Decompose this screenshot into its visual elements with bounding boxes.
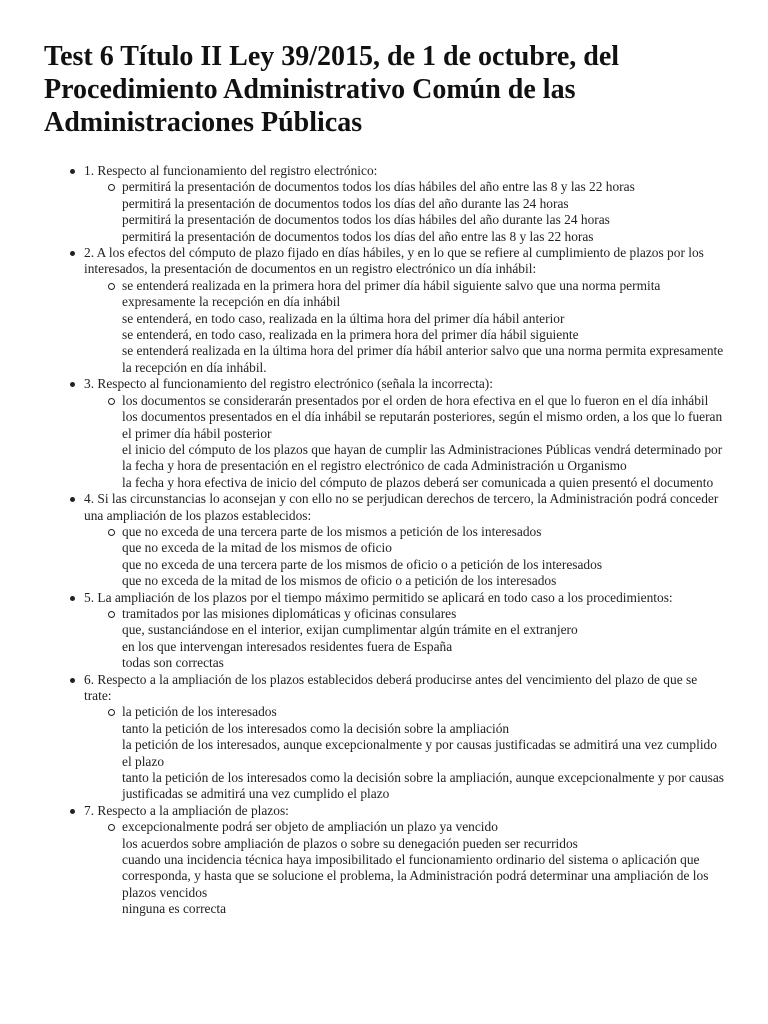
answer-option: todas son correctas <box>122 655 224 671</box>
answer-option: el inicio del cómputo de los plazos que hayan de cumplir las Administraciones Públicas vendrá determinado por la fecha y hora de presentación en el registro electrónico de cada Administración u Organismo <box>122 441 723 474</box>
answer-option: la fecha y hora efectiva de inicio del cómputo de plazos deberá ser comunicada a quien presentó el documento <box>122 474 714 490</box>
answer-option: los documentos presentados en el día inhábil se reputarán posteriores, según el mismo orden, a los que lo fueran el primer día hábil posterior <box>122 409 723 441</box>
question-text: 6. Respecto a la ampliación de los plazos establecidos deberá producirse antes del vencimiento del plazo de que se trate: <box>84 671 698 703</box>
answer-option: la petición de los interesados <box>122 704 277 720</box>
answer-options <box>84 704 724 802</box>
answer-option: se entenderá, en todo caso, realizada en la primera hora del primer día hábil siguiente <box>122 327 579 343</box>
answer-options <box>84 524 724 590</box>
question-item <box>44 491 724 589</box>
answer-options <box>84 606 724 672</box>
question-item <box>44 672 724 803</box>
question-item <box>44 803 724 918</box>
answer-option: que no exceda de una tercera parte de los mismos de oficio o a petición de los interesados <box>122 556 603 572</box>
answer-option: que, sustanciándose en el interior, exijan cumplimentar algún trámite en el extranjero <box>122 622 578 638</box>
answer-options <box>84 179 724 245</box>
answer-option: cuando una incidencia técnica haya imposibilitado el funcionamiento ordinario del sistema o aplicación que corresponda, y hasta que se solucione el problema, la Administración podrá determinar una ampliación de los plazos vencidos <box>122 852 709 900</box>
question-list <box>44 163 724 918</box>
answer-option: permitirá la presentación de documentos todos los días del año durante las 24 horas <box>122 195 569 211</box>
answer-option: que no exceda de la mitad de los mismos de oficio o a petición de los interesados <box>122 573 557 589</box>
question-item <box>44 245 724 376</box>
answer-options <box>84 393 724 491</box>
question-text: 2. A los efectos del cómputo de plazo fijado en días hábiles, y en lo que se refiere al cumplimiento de plazos por los interesados, la presentación de documentos en un registro electrónico un día inhábil: <box>84 245 704 277</box>
answer-option: excepcionalmente podrá ser objeto de ampliación un plazo ya vencido <box>122 819 498 835</box>
answer-option: que no exceda de una tercera parte de los mismos a petición de los interesados <box>122 523 542 539</box>
answer-option: que no exceda de la mitad de los mismos de oficio <box>122 540 392 556</box>
answer-option: se entenderá realizada en la primera hora del primer día hábil siguiente salvo que una norma permita expresamente la recepción en día inhábil <box>122 277 661 310</box>
answer-option: los documentos se considerarán presentados por el orden de hora efectiva en el que lo fueron en el día inhábil <box>122 392 709 408</box>
document-title: Test 6 Título II Ley 39/2015, de 1 de octubre, del Procedimiento Administrativo Común de las Administraciones Públicas <box>44 41 620 138</box>
question-text: 1. Respecto al funcionamiento del registro electrónico: <box>84 163 378 178</box>
question-text: 3. Respecto al funcionamiento del registro electrónico (señala la incorrecta): <box>84 376 493 392</box>
answer-option: tanto la petición de los interesados como la decisión sobre la ampliación <box>122 720 510 736</box>
answer-option: permitirá la presentación de documentos todos los días hábiles del año entre las 8 y las 22 horas <box>122 179 635 195</box>
question-item <box>44 590 724 672</box>
answer-option: permitirá la presentación de documentos todos los días hábiles del año durante las 24 horas <box>122 212 610 228</box>
answer-option: se entenderá, en todo caso, realizada en la última hora del primer día hábil anterior <box>122 310 565 326</box>
answer-option: se entenderá realizada en la última hora del primer día hábil anterior salvo que una norma permita expresamente la recepción en día inhábil. <box>122 343 724 375</box>
answer-options <box>84 819 724 917</box>
question-text: 7. Respecto a la ampliación de plazos: <box>84 802 289 818</box>
question-text: 4. Si las circunstancias lo aconsejan y con ello no se perjudican derechos de tercero, la Administración podrá conceder una ampliación de los plazos establecidos: <box>84 491 719 523</box>
answer-option: en los que intervengan interesados residentes fuera de España <box>122 638 453 654</box>
answer-option: tanto la petición de los interesados como la decisión sobre la ampliación, aunque excepcionalmente y por causas justificadas se admitirá una vez cumplido el plazo <box>122 770 725 802</box>
answer-option: la petición de los interesados, aunque excepcionalmente y por causas justificadas se admitirá una vez cumplido el plazo <box>122 737 717 769</box>
question-text: 5. La ampliación de los plazos por el tiempo máximo permitido se aplicará en todo caso a los procedimientos: <box>84 589 673 605</box>
answer-option: permitirá la presentación de documentos todos los días del año entre las 8 y las 22 horas <box>122 228 594 244</box>
answer-option: tramitados por las misiones diplomáticas y oficinas consulares <box>122 605 457 621</box>
answer-option: los acuerdos sobre ampliación de plazos o sobre su denegación pueden ser recurridos <box>122 835 578 851</box>
answer-options <box>84 278 724 376</box>
question-item <box>44 376 724 491</box>
question-item <box>44 163 724 245</box>
answer-option: ninguna es correcta <box>122 901 227 917</box>
